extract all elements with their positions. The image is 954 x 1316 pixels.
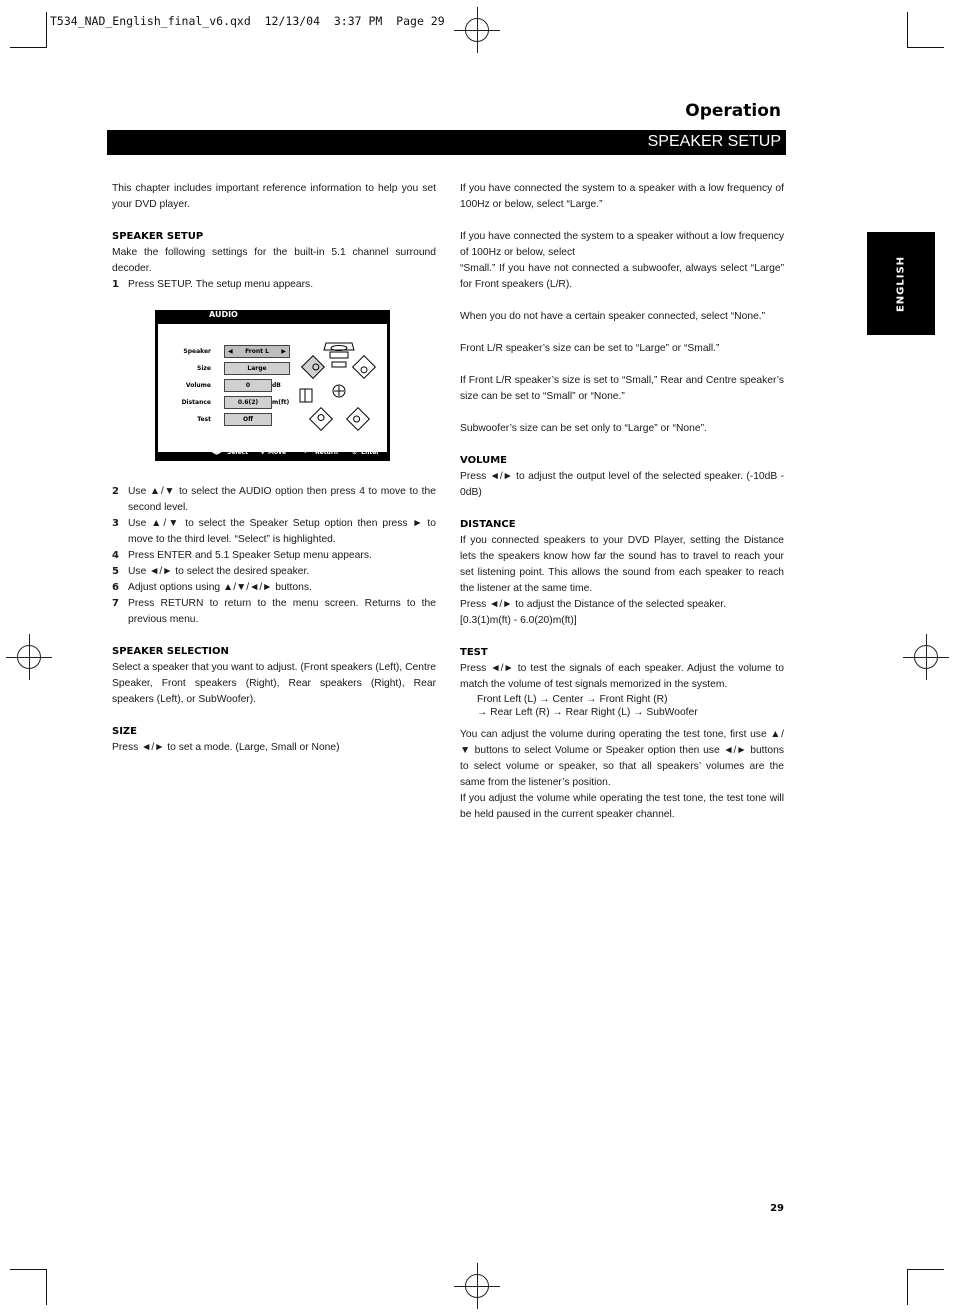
distance-text: If you connected speakers to your DVD Player, setting the Distance lets the speakers know how far the sound has to travel to reach your set listening point. This allows the sound from each speaker to reach the listener at the same time. (460, 535, 784, 594)
left-column-top (112, 181, 436, 293)
paragraph-small-b: “Small.” If you have not connected a subwoofer, always select “Large” for Front speakers (L/R). (460, 263, 784, 290)
paragraph-subwoofer-size: Subwoofer’s size can be set only to “Large” or “None”. (460, 423, 707, 434)
osd-distance-unit: m(ft) (272, 399, 290, 406)
front-left-speaker-icon (302, 356, 325, 379)
right-column (460, 181, 784, 839)
distance-press: Press ◄/► to adjust the Distance of the selected speaker. (460, 599, 726, 610)
test-text: Press ◄/► to test the signals of each speaker. Adjust the volume to match the volume of test signals memorized in the system. (460, 663, 784, 690)
step-item (112, 277, 436, 293)
step-item (112, 484, 436, 516)
step-number: 5 (112, 566, 119, 577)
left-column-bottom (112, 484, 436, 772)
language-tab-label: ENGLISH (895, 255, 907, 312)
step-text: Use ▲/▼ to select the Speaker Setup option then press ► to move to the third level. “Select” is highlighted. (128, 518, 436, 545)
crop-mark (907, 1269, 908, 1305)
volume-heading: VOLUME (460, 455, 507, 466)
step-text: Press ENTER and 5.1 Speaker Setup menu appears. (128, 550, 372, 561)
crop-mark (46, 12, 47, 48)
arrow-right-icon: ▶ (281, 348, 286, 355)
osd-footer-enter: Enter (361, 449, 380, 456)
step-item (112, 564, 436, 580)
osd-volume-value: 0 (224, 379, 272, 392)
osd-size-value: Large (224, 362, 290, 375)
crop-mark (10, 47, 46, 48)
osd-footer-move: Move (268, 449, 287, 456)
step-number: 7 (112, 598, 119, 609)
osd-footer (155, 445, 390, 461)
volume-text: Press ◄/► to adjust the output level of the selected speaker. (-10dB - 0dB) (460, 471, 784, 498)
osd-speaker-value-text: Front L (245, 348, 269, 355)
osd-label-volume: Volume (185, 382, 211, 389)
step-number: 6 (112, 582, 119, 593)
step-item (112, 596, 436, 628)
osd-test-value: Off (224, 413, 272, 426)
rear-left-speaker-icon (310, 408, 333, 431)
step-text: Adjust options using ▲/▼/◄/► buttons. (128, 582, 312, 593)
test-sequence-line-2: → Rear Left (R) → Rear Right (L) → SubWoofer (477, 707, 698, 718)
registration-mark-top (465, 18, 489, 42)
step-text: Use ◄/► to select the desired speaker. (128, 566, 310, 577)
distance-range: [0.3(1)m(ft) - 6.0(20)m(ft)] (460, 615, 577, 626)
test-volume-paragraph: You can adjust the volume during operating the test tone, first use ▲/▼ buttons to select Volume or Speaker option then use ◄/► buttons to select volume or speaker, so that all speakers’ volumes are the same from the listener’s position. (460, 729, 784, 788)
osd-label-size: Size (197, 365, 211, 372)
step-item (112, 548, 436, 564)
enter-icon: ⊙ (352, 449, 358, 456)
language-tab (867, 232, 935, 335)
step-text: Use ▲/▼ to select the AUDIO option then press 4 to move to the second level. (128, 486, 436, 513)
step-number: 2 (112, 486, 119, 497)
subwoofer-icon (300, 389, 312, 402)
step-item (112, 516, 436, 548)
osd-audio-menu (155, 310, 390, 461)
crop-mark (908, 1269, 944, 1270)
osd-distance-value: 0.6(2) (224, 396, 272, 409)
step-text: Press SETUP. The setup menu appears. (128, 279, 314, 290)
osd-header-label: AUDIO (209, 310, 238, 319)
osd-footer-return: Return (315, 449, 339, 456)
paragraph-small-a: If you have connected the system to a speaker without a low frequency of 100Hz or below, select (460, 231, 784, 258)
chapter-title: SPEAKER SETUP (647, 133, 781, 150)
step-number: 4 (112, 550, 119, 561)
page-number: 29 (770, 1203, 784, 1214)
front-right-speaker-icon (353, 356, 376, 379)
crop-mark (908, 47, 944, 48)
up-down-icon: ⬍ (260, 449, 266, 456)
registration-mark-left (17, 645, 41, 669)
speaker-selection-heading: SPEAKER SELECTION (112, 646, 229, 657)
osd-panel (157, 323, 388, 453)
step-item (112, 580, 436, 596)
speaker-setup-text: Make the following settings for the built-in 5.1 channel surround decoder. (112, 247, 436, 274)
left-right-icon: ◀▶ (212, 449, 222, 456)
paragraph-none: When you do not have a certain speaker connected, select “None.” (460, 311, 766, 322)
section-title: Operation (685, 101, 781, 121)
size-heading: SIZE (112, 726, 138, 737)
centre-speaker-icon (324, 343, 354, 367)
speaker-selection-text: Select a speaker that you want to adjust. (Front speakers (Left), Centre Speaker, Front speakers (Right), Rear speakers (Right), Rear speakers (Left), or SubWoofer). (112, 662, 436, 705)
paragraph-front-size: Front L/R speaker’s size can be set to “Large” or “Small.” (460, 343, 720, 354)
crop-mark (10, 1269, 46, 1270)
test-sequence-line-1: Front Left (L) → Center → Front Right (R) (477, 694, 668, 705)
osd-header (155, 310, 390, 323)
osd-speaker-value (224, 345, 290, 358)
speaker-setup-heading: SPEAKER SETUP (112, 231, 204, 242)
step-number: 1 (112, 279, 119, 290)
return-icon: ↶ (304, 449, 310, 456)
chapter-bar (107, 130, 786, 155)
intro-paragraph: This chapter includes important reference information to help you set your DVD player. (112, 183, 436, 210)
paragraph-large: If you have connected the system to a speaker with a low frequency of 100Hz or below, select “Large.” (460, 183, 784, 210)
speaker-layout-diagram (296, 326, 386, 436)
crop-mark (46, 1269, 47, 1305)
registration-mark-right (914, 645, 938, 669)
osd-label-distance: Distance (181, 399, 211, 406)
step-list-start (112, 277, 436, 293)
listener-icon (333, 385, 345, 397)
step-number: 3 (112, 518, 119, 529)
test-pause-paragraph: If you adjust the volume while operating the test tone, the test tone will be held paused in the current speaker channel. (460, 793, 784, 820)
paragraph-rear-centre-size: If Front L/R speaker’s size is set to “Small,” Rear and Centre speaker’s size can be set to “Small” or “None.” (460, 375, 784, 402)
arrow-left-icon: ◀ (228, 348, 233, 355)
osd-footer-select: Select (227, 449, 248, 456)
rear-right-speaker-icon (347, 408, 370, 431)
step-text: Press RETURN to return to the menu screen. Returns to the previous menu. (128, 598, 436, 625)
crop-mark (907, 12, 908, 48)
osd-volume-unit: dB (272, 382, 281, 389)
osd-label-test: Test (197, 416, 211, 423)
test-heading: TEST (460, 647, 488, 658)
step-list (112, 484, 436, 628)
size-text: Press ◄/► to set a mode. (Large, Small or None) (112, 742, 340, 753)
registration-mark-bottom (465, 1274, 489, 1298)
osd-label-speaker: Speaker (183, 348, 211, 355)
distance-heading: DISTANCE (460, 519, 516, 530)
print-slug: T534_NAD_English_final_v6.qxd 12/13/04 3:37 PM Page 29 (50, 14, 445, 28)
